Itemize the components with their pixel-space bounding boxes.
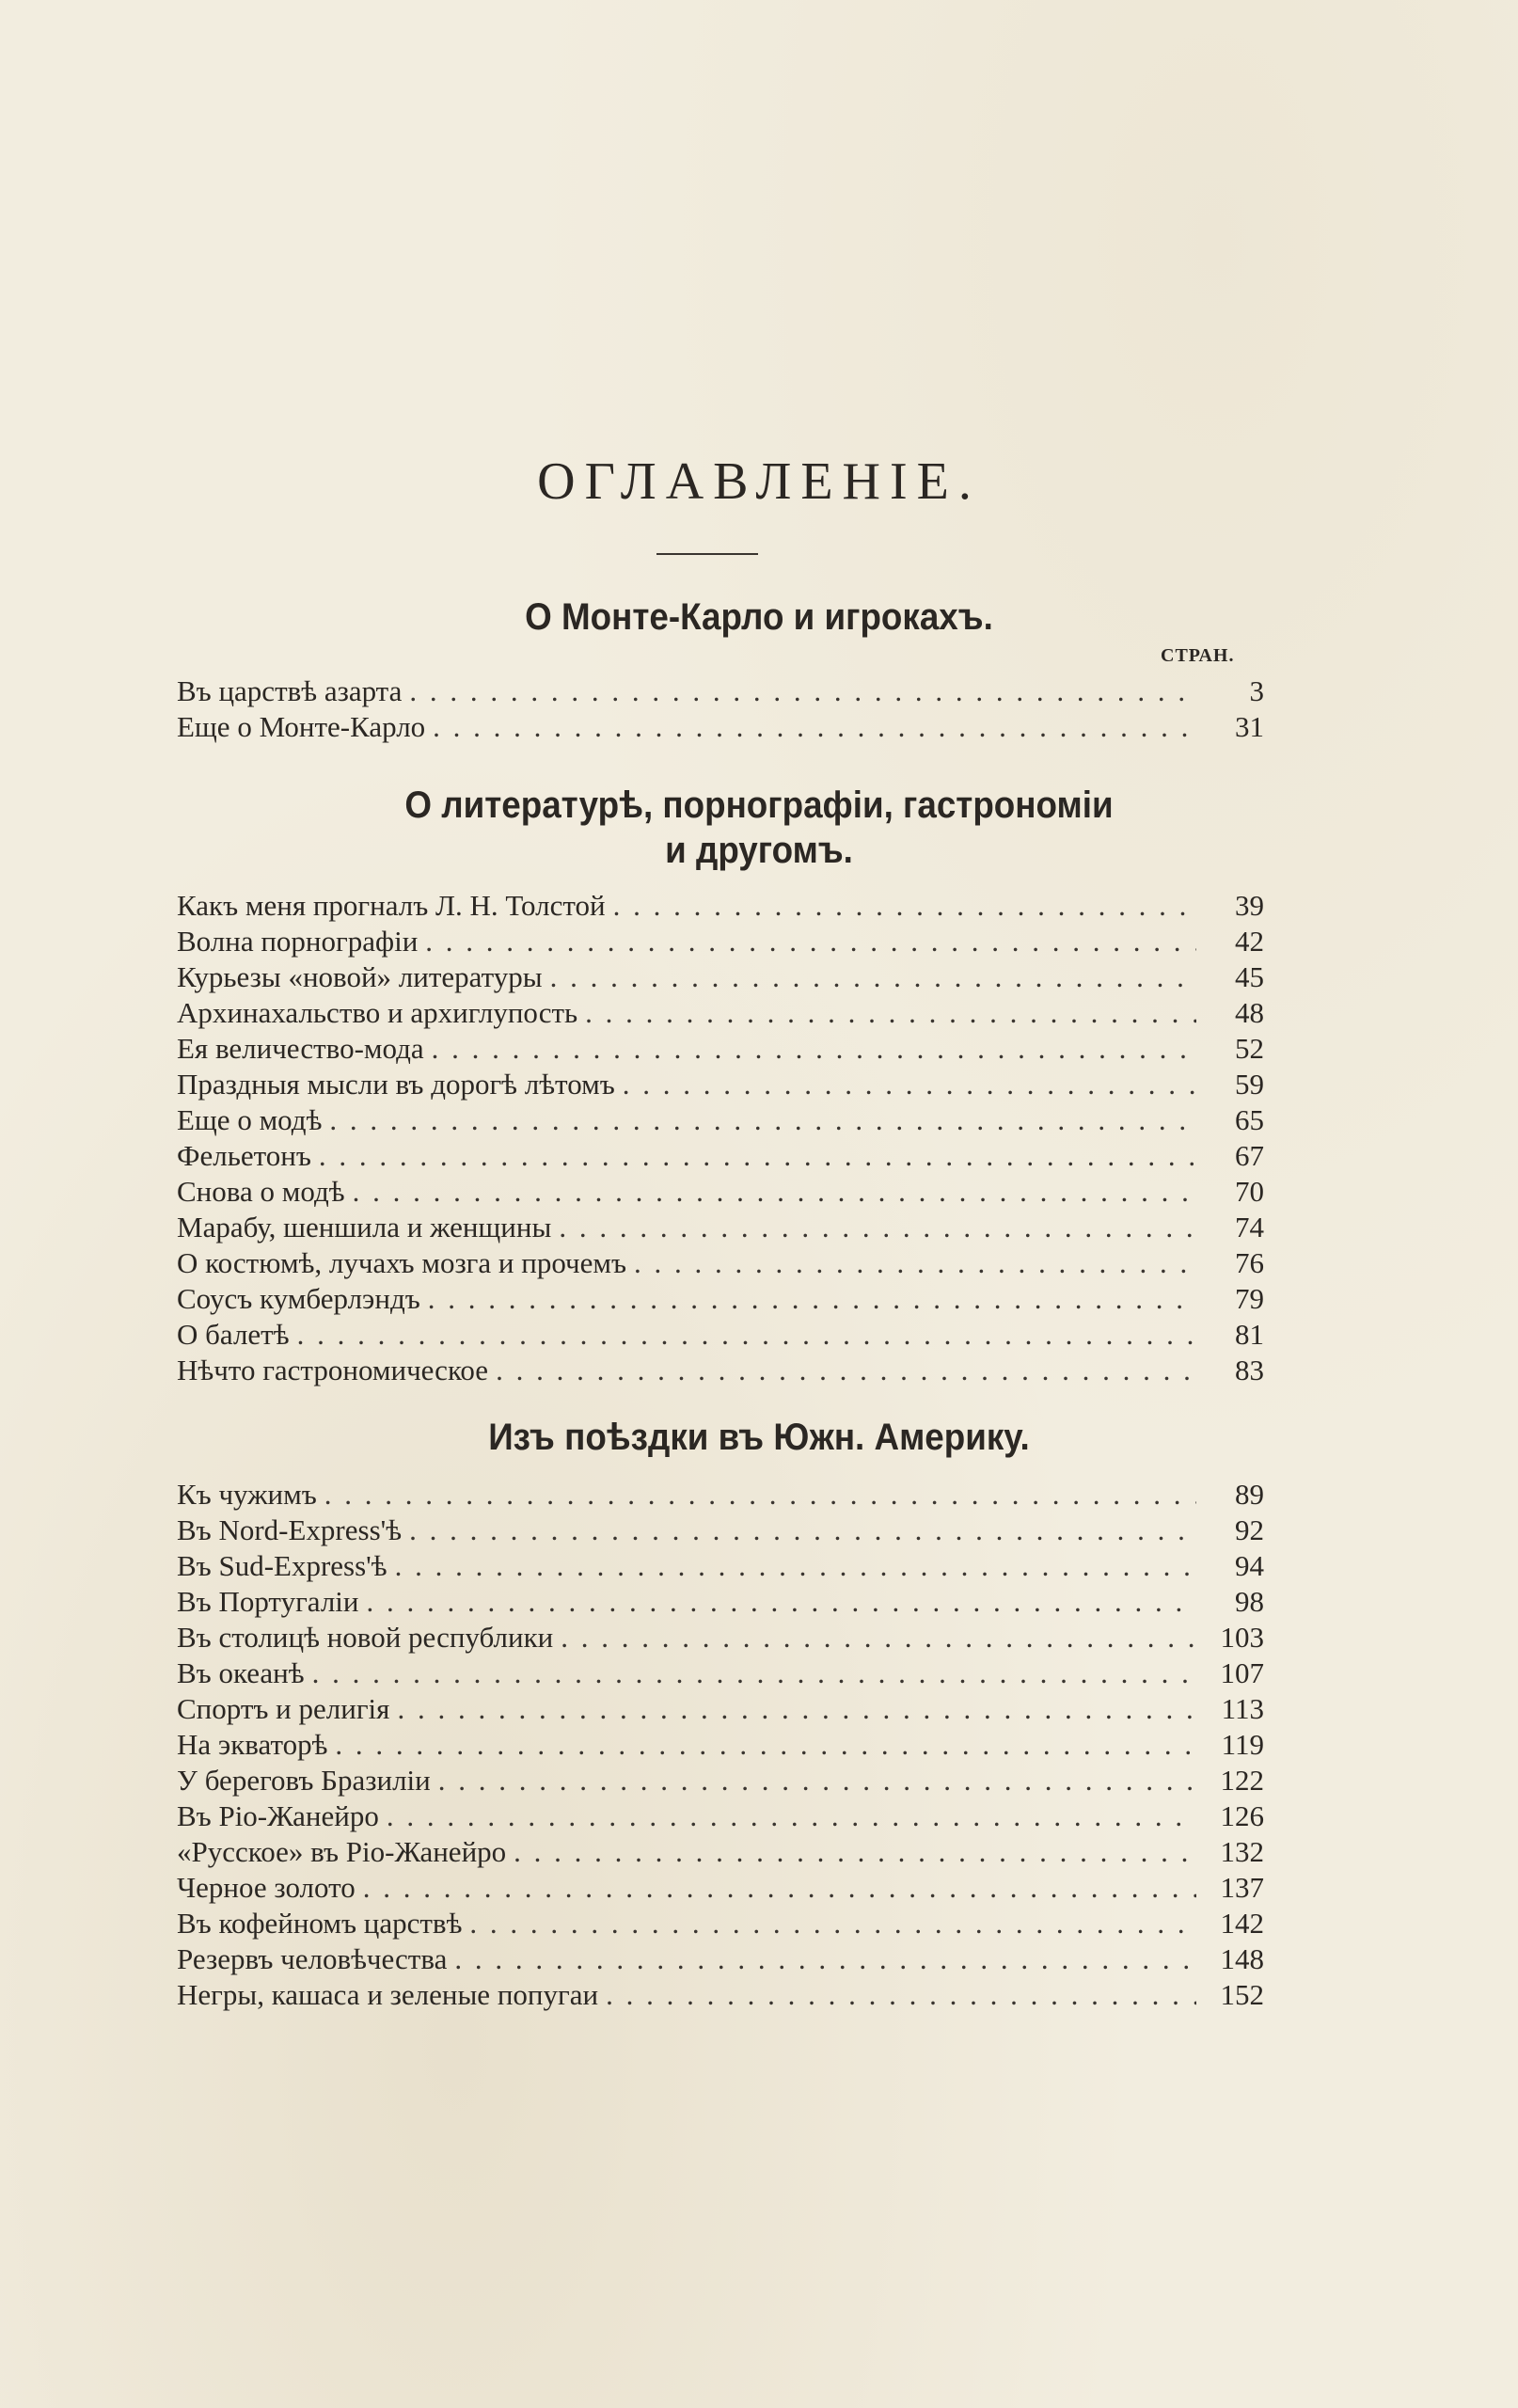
dot-leader: [319, 1138, 1196, 1174]
toc-entry-page: 113: [1221, 1692, 1264, 1725]
dot-leader: [312, 1656, 1196, 1691]
toc-entry-title: Въ океанѣ: [177, 1656, 305, 1689]
toc-entry: [177, 1210, 1264, 1245]
toc-entry-page: 52: [1235, 1032, 1264, 1065]
toc-entry-title: Соусъ кумберлэндъ: [177, 1282, 420, 1315]
toc-entry-page: 81: [1235, 1318, 1264, 1351]
toc-entry: [177, 1584, 1264, 1620]
toc-entry: [177, 1727, 1264, 1763]
toc-entry: [177, 1031, 1264, 1067]
toc-entry-title: Въ кофейномъ царствѣ: [177, 1907, 463, 1940]
toc-entry-page: 67: [1235, 1139, 1264, 1172]
page-column-label: СТРАН.: [1161, 645, 1235, 666]
dot-leader: [561, 1620, 1196, 1656]
toc-entry-title: Архинахальство и архиглупость: [177, 996, 578, 1029]
toc-entry: [177, 1763, 1264, 1798]
toc-entry: [177, 888, 1264, 924]
toc-entry-page: 137: [1220, 1871, 1264, 1904]
dot-leader: [409, 1513, 1196, 1548]
toc-entry-page: 119: [1221, 1728, 1264, 1761]
toc-entry: [177, 1174, 1264, 1210]
section-heading-monte-carlo: О Монте-Карло и игрокахъ.: [525, 596, 993, 638]
toc-entry-page: 39: [1235, 889, 1264, 922]
toc-entry: [177, 1977, 1264, 2013]
toc-entry-page: 132: [1220, 1835, 1264, 1868]
toc-entry-title: У береговъ Бразиліи: [177, 1764, 431, 1797]
dot-leader: [496, 1353, 1196, 1388]
toc-entry-title: Въ Sud-Express'ѣ: [177, 1549, 387, 1582]
toc-entry-title: «Русское» въ Ріо-Жанейро: [177, 1835, 507, 1868]
toc-section-monte-carlo: [177, 673, 1264, 745]
section-heading-south-america: Изъ поѣздки въ Южн. Америку.: [488, 1417, 1030, 1458]
dot-leader: [395, 1548, 1196, 1584]
toc-entry: [177, 924, 1264, 959]
toc-entry: [177, 1477, 1264, 1513]
toc-entry-title: На экваторѣ: [177, 1728, 328, 1761]
toc-entry: [177, 1317, 1264, 1353]
dot-leader: [367, 1584, 1197, 1620]
toc-entry-title: Въ Португаліи: [177, 1585, 359, 1618]
toc-entry-title: О костюмѣ, лучахъ мозга и прочемъ: [177, 1246, 627, 1279]
toc-entry-page: 122: [1220, 1764, 1264, 1797]
toc-entry-title: Спортъ и религія: [177, 1692, 390, 1725]
toc-entry: [177, 1834, 1264, 1870]
toc-entry-page: 3: [1249, 674, 1264, 707]
toc-entry-page: 42: [1235, 925, 1264, 958]
dot-leader: [409, 673, 1196, 709]
dot-leader: [335, 1727, 1196, 1763]
toc-entry-page: 92: [1235, 1513, 1264, 1546]
dot-leader: [324, 1477, 1196, 1513]
toc-entry: [177, 1906, 1264, 1941]
dot-leader: [428, 1281, 1196, 1317]
toc-section-south-america: [177, 1477, 1264, 2013]
toc-entry-title: Еще о модѣ: [177, 1103, 323, 1136]
toc-entry: [177, 709, 1264, 745]
toc-entry: [177, 1548, 1264, 1584]
toc-entry-page: 48: [1235, 996, 1264, 1029]
toc-entry: [177, 1281, 1264, 1317]
toc-entry: [177, 1691, 1264, 1727]
toc-entry: [177, 1067, 1264, 1102]
toc-entry-page: 76: [1235, 1246, 1264, 1279]
toc-entry-page: 74: [1235, 1211, 1264, 1244]
dot-leader: [297, 1317, 1196, 1353]
toc-entry: [177, 1353, 1264, 1388]
dot-leader: [550, 959, 1196, 995]
toc-entry-page: 142: [1220, 1907, 1264, 1940]
toc-entry-page: 98: [1235, 1585, 1264, 1618]
dot-leader: [432, 1031, 1196, 1067]
toc-entry-page: 89: [1235, 1478, 1264, 1511]
toc-entry-title: Праздныя мысли въ дорогѣ лѣтомъ: [177, 1068, 615, 1101]
toc-entry-page: 126: [1220, 1799, 1264, 1832]
toc-entry: [177, 1245, 1264, 1281]
toc-entry: [177, 1138, 1264, 1174]
dot-leader: [387, 1798, 1196, 1834]
toc-entry: [177, 1870, 1264, 1906]
toc-entry-page: 79: [1235, 1282, 1264, 1315]
toc-entry: [177, 1513, 1264, 1548]
toc-entry-title: Волна порнографіи: [177, 925, 419, 958]
toc-entry-title: Къ чужимъ: [177, 1478, 317, 1511]
dot-leader: [454, 1941, 1196, 1977]
dot-leader: [606, 1977, 1196, 2013]
dot-leader: [623, 1067, 1196, 1102]
toc-entry: [177, 673, 1264, 709]
toc-entry-page: 94: [1235, 1549, 1264, 1582]
dot-leader: [397, 1691, 1196, 1727]
toc-entry-title: Нѣчто гастрономическое: [177, 1354, 489, 1386]
dot-leader: [438, 1763, 1196, 1798]
toc-entry-title: Черное золото: [177, 1871, 356, 1904]
toc-entry-title: Марабу, шеншила и женщины: [177, 1211, 552, 1244]
toc-entry: [177, 1656, 1264, 1691]
toc-entry-title: Курьезы «новой» литературы: [177, 960, 543, 993]
dot-leader: [425, 924, 1196, 959]
toc-entry-title: Въ столицѣ новой республики: [177, 1621, 554, 1654]
toc-entry: [177, 959, 1264, 995]
section-heading-literature-line2: и другомъ.: [665, 830, 853, 871]
toc-entry: [177, 995, 1264, 1031]
toc-entry-title: Ея величество-мода: [177, 1032, 424, 1065]
dot-leader: [329, 1102, 1196, 1138]
dot-leader: [559, 1210, 1196, 1245]
dot-leader: [585, 995, 1196, 1031]
toc-entry-title: Въ Nord-Express'ѣ: [177, 1513, 403, 1546]
dot-leader: [613, 888, 1196, 924]
section-heading-literature-line1: О литературѣ, порнографіи, гастрономіи: [404, 784, 1114, 826]
toc-entry-page: 31: [1235, 710, 1264, 743]
dot-leader: [634, 1245, 1196, 1281]
toc-section-literature: [177, 888, 1264, 1388]
dot-leader: [363, 1870, 1196, 1906]
toc-entry-title: О балетѣ: [177, 1318, 290, 1351]
toc-entry: [177, 1798, 1264, 1834]
toc-entry-title: Негры, кашаса и зеленые попугаи: [177, 1978, 599, 2011]
toc-entry-page: 152: [1220, 1978, 1264, 2011]
toc-entry-title: Снова о модѣ: [177, 1175, 345, 1208]
toc-entry-page: 65: [1235, 1103, 1264, 1136]
toc-entry-page: 103: [1220, 1621, 1264, 1654]
dot-leader: [353, 1174, 1196, 1210]
toc-entry-page: 107: [1220, 1656, 1264, 1689]
title-divider: [656, 553, 758, 555]
toc-entry-page: 45: [1235, 960, 1264, 993]
toc-entry: [177, 1102, 1264, 1138]
toc-entry-title: Какъ меня прогналъ Л. Н. Толстой: [177, 889, 606, 922]
dot-leader: [469, 1906, 1196, 1941]
toc-entry-page: 148: [1220, 1942, 1264, 1975]
toc-entry-title: Еще о Монте-Карло: [177, 710, 426, 743]
dot-leader: [514, 1834, 1196, 1870]
toc-entry-title: Фельетонъ: [177, 1139, 311, 1172]
toc-entry-page: 59: [1235, 1068, 1264, 1101]
toc-entry-title: Резервъ человѣчества: [177, 1942, 448, 1975]
toc-entry: [177, 1941, 1264, 1977]
toc-entry-title: Въ Ріо-Жанейро: [177, 1799, 379, 1832]
page-title: ОГЛАВЛЕНІЕ.: [537, 452, 981, 511]
toc-entry-page: 83: [1235, 1354, 1264, 1386]
dot-leader: [433, 709, 1196, 745]
toc-entry: [177, 1620, 1264, 1656]
toc-entry-page: 70: [1235, 1175, 1264, 1208]
toc-entry-title: Въ царствѣ азарта: [177, 674, 403, 707]
